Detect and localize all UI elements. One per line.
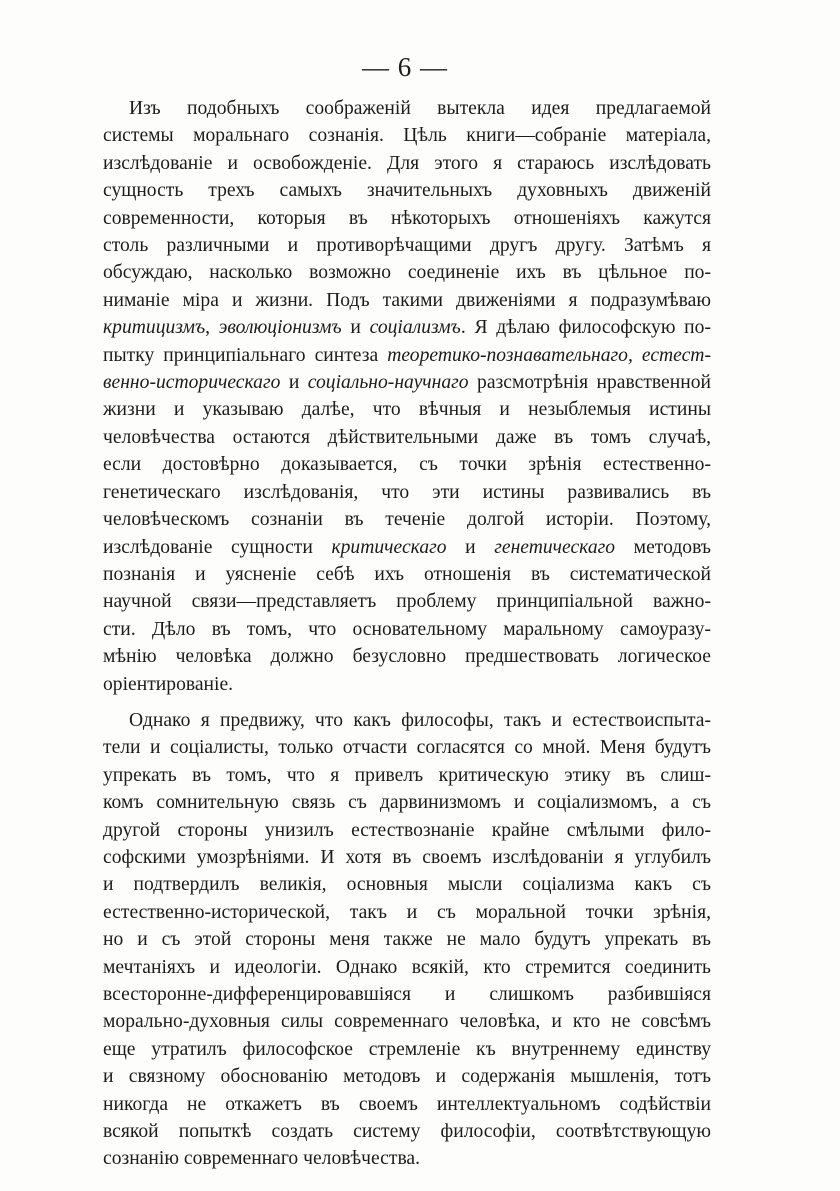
- text-line: [103, 588, 711, 615]
- text-line: [103, 1008, 711, 1035]
- text-line: [103, 342, 711, 369]
- text-segment: и: [341, 317, 370, 339]
- text-line: [103, 926, 711, 953]
- italic-term: генетическаго: [494, 536, 616, 558]
- text-segment: сти. Дѣло въ томъ, что основательному маральному самоуразу-: [103, 618, 711, 640]
- text-segment: столь различными и противорѣчащими другъ другу. Затѣмъ я: [103, 235, 711, 257]
- text-line: [103, 479, 711, 506]
- text-line: [103, 561, 711, 588]
- paragraph: [103, 95, 711, 698]
- text-segment: еще утратилъ философское стремленіе къ внутреннему единству: [103, 1038, 711, 1060]
- text-line: [103, 205, 711, 232]
- text-line: [103, 506, 711, 533]
- text-line: [103, 899, 711, 926]
- text-line: [103, 451, 711, 478]
- text-segment: морально-духовныя силы современнаго человѣка, и кто не совсѣмъ: [103, 1011, 711, 1033]
- text-segment: и связному обоснованію методовъ и содержанія мышленія, тотъ: [103, 1066, 711, 1088]
- text-segment: человѣческомъ сознаніи въ теченіе долгой исторіи. Поэтому,: [103, 509, 711, 531]
- text-segment: системы моральнаго сознанія. Цѣль книги—собраніе матеріала,: [103, 125, 711, 147]
- text-segment: сущность трехъ самыхъ значительныхъ духовныхъ движеній: [103, 180, 711, 202]
- text-line: [103, 1091, 711, 1118]
- text-line: [103, 287, 711, 314]
- text-segment: и подтвердилъ великія, основныя мысли соціализма какъ съ: [103, 874, 711, 896]
- text-line: [103, 150, 711, 177]
- italic-term: соціализмъ: [369, 317, 461, 339]
- text-line: [103, 396, 711, 423]
- text-segment: жизни и указываю далѣе, что вѣчныя и незыблемыя истины: [103, 399, 711, 421]
- text-segment: ,: [205, 317, 219, 339]
- text-line: [103, 789, 711, 816]
- italic-term: эволюціонизмъ: [218, 317, 342, 339]
- text-segment: но и съ этой стороны меня также не мало будутъ упрекать въ: [103, 929, 711, 951]
- text-segment: Изъ подобныхъ соображеній вытекла идея предлагаемой: [129, 98, 711, 119]
- text-segment: пытку принципіальнаго синтеза: [103, 344, 388, 366]
- page-number: — 6 —: [362, 52, 448, 82]
- text-segment: Однако я предвижу, что какъ философы, такъ и естествоиспыта-: [129, 709, 711, 731]
- italic-term: критическаго: [331, 536, 447, 558]
- text-segment: сознанію современнаго человѣчества.: [103, 1148, 421, 1170]
- text-segment: если достовѣрно доказывается, съ точки зрѣнія естественно-: [103, 454, 711, 476]
- text-segment: всесторонне-дифференцировавшіяся и слишкомъ разбившіяся: [103, 984, 711, 1005]
- paragraph: [103, 707, 711, 1173]
- text-line: [103, 671, 711, 698]
- text-segment: мечтаніяхъ и идеологіи. Однако всякій, кто стремится соединить: [103, 956, 711, 978]
- text-segment: мѣнію человѣка должно безусловно предшествовать логическое: [103, 646, 711, 668]
- text-line: [103, 762, 711, 789]
- text-line: [103, 232, 711, 259]
- text-segment: другой стороны унизилъ естествознаніе крайне смѣлыми фило-: [103, 819, 711, 841]
- text-line: [103, 643, 711, 670]
- text-line: [103, 122, 711, 149]
- italic-term: венно-историческаго: [103, 372, 281, 394]
- text-line: [103, 1063, 711, 1090]
- text-line: [103, 871, 711, 898]
- text-line: [103, 314, 711, 341]
- body-text: [103, 95, 711, 1173]
- italic-term: теоретико-познавательнаго, естест-: [387, 344, 711, 366]
- text-line: [103, 1036, 711, 1063]
- text-segment: научной связи—представляетъ проблему принципіальной важно-: [103, 591, 711, 613]
- text-segment: оріентированіе.: [103, 673, 234, 695]
- text-line: [103, 95, 711, 122]
- text-segment: никогда не откажетъ въ своемъ интеллектуальномъ содѣйствіи: [103, 1093, 711, 1115]
- text-segment: изслѣдованіе и освобожденіе. Для этого я стараюсь изслѣдовать: [103, 152, 711, 174]
- text-segment: познанія и уясненіе себѣ ихъ отношенія въ систематической: [103, 563, 711, 585]
- text-line: [103, 817, 711, 844]
- text-segment: и: [280, 372, 308, 394]
- text-segment: естественно-исторической, такъ и съ моральной точки зрѣнія,: [103, 901, 711, 923]
- text-line: [103, 981, 711, 1008]
- text-segment: тели и соціалисты, только отчасти согласятся со мной. Меня будутъ: [103, 737, 711, 759]
- text-segment: методовъ: [615, 536, 711, 558]
- text-segment: софскими умозрѣніями. И хотя въ своемъ изслѣдованіи я углубилъ: [103, 846, 711, 868]
- text-line: [103, 707, 711, 734]
- text-line: [103, 844, 711, 871]
- text-line: [103, 954, 711, 981]
- text-segment: комъ сомнительную связь съ дарвинизмомъ и соціализмомъ, а съ: [103, 792, 711, 814]
- text-segment: . Я дѣлаю философскую по-: [460, 317, 711, 339]
- italic-term: критицизмъ: [103, 317, 206, 339]
- text-segment: ниманіе міра и жизни. Подъ такими движеніями я подразумѣваю: [103, 289, 711, 311]
- text-line: [103, 616, 711, 643]
- text-segment: обсуждаю, насколько возможно соединеніе ихъ въ цѣльное по-: [103, 262, 711, 284]
- text-line: [103, 1118, 711, 1145]
- text-segment: современности, которыя въ нѣкоторыхъ отношеніяхъ кажутся: [103, 207, 711, 229]
- text-line: [103, 734, 711, 761]
- text-segment: разсмотрѣнія нравственной: [468, 372, 711, 394]
- text-line: [103, 424, 711, 451]
- italic-term: соціально-научнаго: [307, 372, 469, 394]
- text-line: [103, 1145, 711, 1172]
- text-segment: и: [446, 536, 495, 558]
- text-line: [103, 177, 711, 204]
- text-segment: человѣчества остаются дѣйствительными даже въ томъ случаѣ,: [103, 426, 711, 448]
- text-segment: изслѣдованіе сущности: [103, 536, 332, 558]
- text-line: [103, 259, 711, 286]
- text-segment: всякой попыткѣ создать систему философіи, соотвѣтствующую: [103, 1121, 711, 1143]
- text-segment: генетическаго изслѣдованія, что эти истины развивались въ: [103, 481, 711, 503]
- text-line: [103, 534, 711, 561]
- text-line: [103, 369, 711, 396]
- text-segment: упрекать въ томъ, что я привелъ критическую этику въ слиш-: [103, 764, 711, 786]
